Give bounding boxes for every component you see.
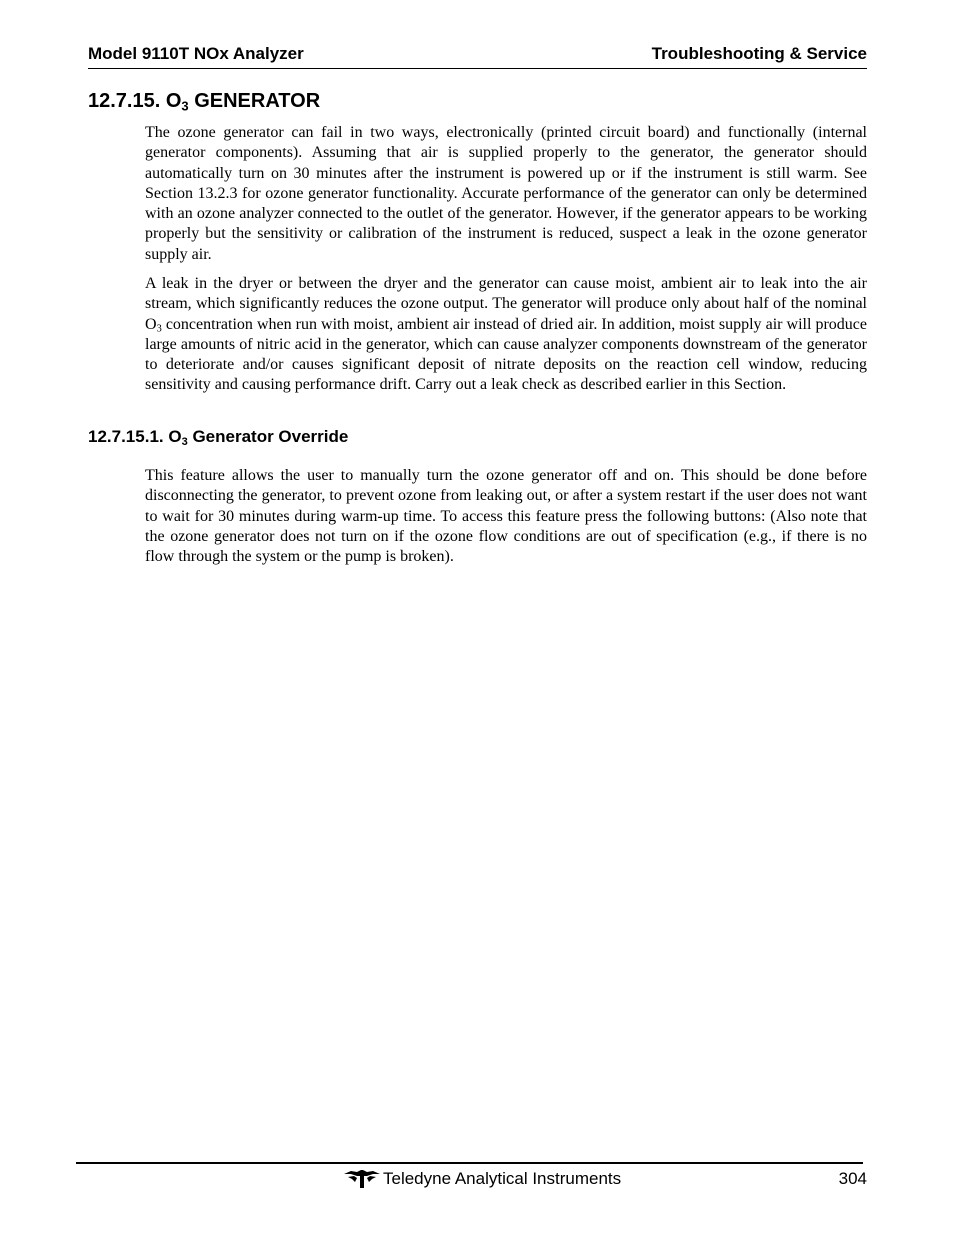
paragraph-3: This feature allows the user to manually turn the ozone generator off and on. This should be done before disconnecting the generator, to prevent ozone from leaking out, or after a system restart if the user does not want to wait for 30 minutes during warm-up time. To access this feature press the following buttons: (Also note that the ozone generator does not turn on if the ozone flow conditions are out of specification (e.g., if there is no flow through the system or the pump is broken).: [145, 467, 867, 566]
footer-divider: [76, 1162, 863, 1164]
teledyne-logo-icon: [344, 1168, 380, 1190]
paragraph-2-part-b: concentration when run with moist, ambient air instead of dried air. In addition, moist supply air will produce large amounts of nitric acid in the generator, which can cause analyzer components downstream of the generator to deteriorate and/or causes significant deposit of nitrate deposits on the reaction cell window, reducing sensitivity and causing performance drift. Carry out a leak check as described earlier in this Section.: [145, 315, 867, 394]
subsection-title: Generator Override: [187, 427, 349, 446]
subsection-subscript: 3: [181, 435, 188, 448]
page-header: [88, 44, 867, 69]
section-title: GENERATOR: [188, 90, 321, 112]
paragraph-2-subscript: 3: [156, 323, 162, 335]
subsection-number: 12.7.15.1. O: [88, 427, 182, 446]
page-number: 304: [838, 1169, 867, 1188]
paragraph-2-part-a: A leak in the dryer or between the dryer and the generator can cause moist, ambient air to leak into the air stream, which significantly reduces the ozone output. The generator will produce only about half of the nominal O: [145, 275, 867, 333]
section-number: 12.7.15. O: [88, 90, 182, 112]
section-subscript: 3: [181, 98, 189, 114]
subsection-heading: [88, 427, 348, 447]
header-model-title: Model 9110T NOx Analyzer: [88, 44, 304, 63]
paragraph-1: The ozone generator can fail in two ways, electronically (printed circuit board) and functionally (internal generator components). Assuming that air is supplied properly to the generator, the generator should automatically turn on 30 minutes after the instrument is powered up or if the instrument is still warm. See Section 13.2.3 for ozone generator functionality. Accurate performance of the generator can only be determined with an ozone analyzer connected to the outlet of the generator. However, if the generator appears to be working properly but the sensitivity or calibration of the instrument is reduced, suspect a leak in the ozone generator supply air.: [145, 124, 867, 263]
section-heading: [88, 90, 320, 113]
footer-company: Teledyne Analytical Instruments: [383, 1169, 622, 1188]
header-chapter-title: Troubleshooting & Service: [651, 44, 867, 63]
paragraph-2: [145, 274, 867, 396]
